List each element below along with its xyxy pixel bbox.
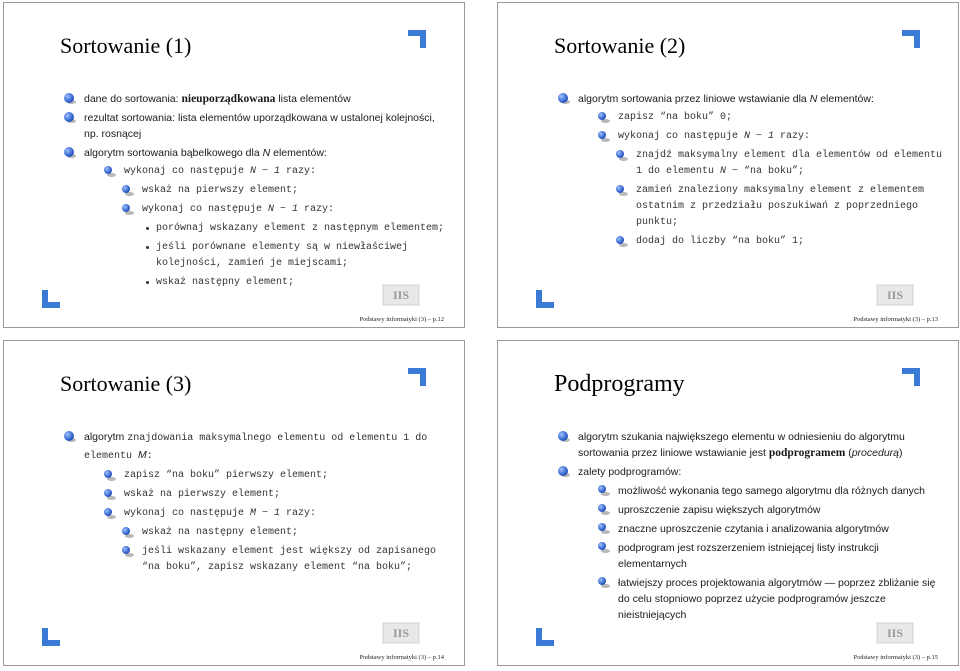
list-item <box>556 483 946 499</box>
text-run: lista elementów <box>275 93 351 105</box>
text-run: znajdowania maksymalnego elementu od elementu 1 do elementu <box>84 433 428 462</box>
list-item <box>556 502 946 518</box>
dot-bullet-icon <box>146 240 152 246</box>
list-item <box>62 544 452 576</box>
text-run: razy: <box>280 508 317 519</box>
list-item <box>556 429 946 461</box>
slide-1 <box>3 2 465 328</box>
ball-bullet-icon <box>104 470 114 480</box>
list-item <box>62 506 452 522</box>
text-run: uproszczenie zapisu większych algorytmów <box>618 504 821 516</box>
corner-bracket-icon <box>42 290 60 308</box>
list-item <box>556 129 946 145</box>
slide-2 <box>497 2 959 328</box>
ball-bullet-icon <box>558 466 568 476</box>
list-item <box>62 110 452 142</box>
text-run: N − 1 <box>744 131 775 142</box>
svg-text:IIS: IIS <box>886 626 904 640</box>
ball-bullet-icon <box>616 150 626 160</box>
text-run: znaczne uproszczenie czytania i analizowania algorytmów <box>618 523 889 535</box>
corner-bracket-icon <box>536 628 554 646</box>
list-item <box>62 240 452 272</box>
slide-3 <box>3 340 465 666</box>
slide-footer: Podstawy informatyki (3) – p.14 <box>359 654 444 661</box>
text-run: N − <box>720 166 739 177</box>
text-run: podprogram jest rozszerzeniem istniejącej listy instrukcji elementarnych <box>618 542 879 570</box>
corner-bracket-icon <box>536 290 554 308</box>
text-run: elementów: <box>270 147 327 159</box>
list-item <box>556 110 946 126</box>
ball-bullet-icon <box>64 147 74 157</box>
ball-bullet-icon <box>598 523 608 533</box>
corner-bracket-icon <box>408 30 426 48</box>
list-item <box>556 521 946 537</box>
text-run: razy: <box>280 166 317 177</box>
text-run: rezultat sortowania: lista elementów uporządkowana w ustalonej kolejności, np. rosnącej <box>84 112 435 140</box>
slide-title: Sortowanie (2) <box>554 33 686 58</box>
text-run: razy: <box>298 204 335 215</box>
text-run: wykonaj co następuje <box>142 204 269 215</box>
list-item <box>62 145 452 161</box>
text-run: elementów: <box>817 93 874 105</box>
ball-bullet-icon <box>122 546 132 556</box>
text-run: możliwość wykonania tego samego algorytmu dla różnych danych <box>618 485 925 497</box>
ball-bullet-icon <box>558 431 568 441</box>
text-run: wskaż następny element; <box>156 277 295 288</box>
slide-content <box>556 91 946 253</box>
list-item <box>62 487 452 503</box>
text-run: porównaj wskazany element z następnym elementem; <box>156 223 445 234</box>
text-run: M − 1 <box>250 508 281 519</box>
text-run: procedurą <box>851 447 899 459</box>
dot-bullet-icon <box>146 275 152 281</box>
slide-footer: Podstawy informatyki (3) – p.15 <box>853 654 938 661</box>
text-run: M <box>138 449 147 461</box>
list-item <box>62 468 452 484</box>
list-item <box>62 202 452 218</box>
text-run: N <box>809 93 818 105</box>
text-run: “na boku”; <box>738 166 805 177</box>
text-run: N − 1 <box>250 166 281 177</box>
text-run: wskaż na pierwszy element; <box>124 489 281 500</box>
text-run: wykonaj co następuje <box>618 131 745 142</box>
text-run: jeśli porównane elementy są w niewłaściwej kolejności, zamień je miejscami; <box>156 242 409 269</box>
svg-text:IIS: IIS <box>392 288 410 302</box>
institute-logo-icon <box>876 621 914 647</box>
text-run: algorytm <box>84 431 128 443</box>
institute-logo-icon <box>382 283 420 309</box>
slide-title: Sortowanie (3) <box>60 371 192 396</box>
list-item <box>62 221 452 237</box>
ball-bullet-icon <box>598 542 608 552</box>
text-run: znajdź maksymalny element dla elementów od elementu 1 do elementu <box>636 150 943 177</box>
text-run: dodaj do liczby “na boku” 1; <box>636 236 805 247</box>
slide-footer: Podstawy informatyki (3) – p.13 <box>853 316 938 323</box>
text-run: dane do sortowania: <box>84 93 182 105</box>
ball-bullet-icon <box>64 431 74 441</box>
list-item <box>556 234 946 250</box>
text-run: zapisz “na boku” pierwszy element; <box>124 470 329 481</box>
text-run: algorytm szukania największego elementu w odniesieniu do algorytmu sortowania przez liniowe wstawianie jest <box>578 431 905 459</box>
text-run: wykonaj co następuje <box>124 166 251 177</box>
text-run: N − 1 <box>268 204 299 215</box>
list-item <box>556 575 946 623</box>
slide-content <box>62 429 452 579</box>
ball-bullet-icon <box>104 489 114 499</box>
ball-bullet-icon <box>122 527 132 537</box>
list-item <box>556 540 946 572</box>
list-item <box>556 183 946 231</box>
ball-bullet-icon <box>616 185 626 195</box>
list-item <box>62 525 452 541</box>
text-run: wskaż na następny element; <box>142 527 299 538</box>
list-item <box>62 183 452 199</box>
text-run: nieuporządkowana <box>181 93 276 105</box>
slide-title: Podprogramy <box>554 371 685 397</box>
text-run: jeśli wskazany element jest większy od zapisanego “na boku”, zapisz wskazany element “na boku”; <box>142 546 437 573</box>
list-item <box>556 464 946 480</box>
ball-bullet-icon <box>598 131 608 141</box>
list-item <box>62 429 452 465</box>
svg-text:IIS: IIS <box>392 626 410 640</box>
list-item <box>556 148 946 180</box>
ball-bullet-icon <box>64 93 74 103</box>
ball-bullet-icon <box>558 93 568 103</box>
ball-bullet-icon <box>64 112 74 122</box>
text-run: algorytm sortowania przez liniowe wstawianie dla <box>578 93 810 105</box>
text-run: ) <box>899 447 903 459</box>
institute-logo-icon <box>382 621 420 647</box>
svg-text:IIS: IIS <box>886 288 904 302</box>
ball-bullet-icon <box>598 485 608 495</box>
text-run: ( <box>845 447 852 459</box>
institute-logo-icon <box>876 283 914 309</box>
ball-bullet-icon <box>122 185 132 195</box>
text-run: łatwiejszy proces projektowania algorytmów — poprzez zbliżanie się do celu stopniowo poprzez użycie podprogramów jeszcze nieistniejących <box>618 577 936 621</box>
text-run: algorytm sortowania bąbelkowego dla <box>84 147 263 159</box>
slide-footer: Podstawy informatyki (3) – p.12 <box>359 316 444 323</box>
ball-bullet-icon <box>122 204 132 214</box>
ball-bullet-icon <box>104 166 114 176</box>
text-run: podprogramem <box>768 447 846 459</box>
corner-bracket-icon <box>408 368 426 386</box>
corner-bracket-icon <box>42 628 60 646</box>
list-item <box>556 91 946 107</box>
ball-bullet-icon <box>616 236 626 246</box>
text-run: razy: <box>774 131 811 142</box>
text-run: N <box>262 147 271 159</box>
list-item <box>62 91 452 107</box>
slide-title: Sortowanie (1) <box>60 33 192 58</box>
corner-bracket-icon <box>902 368 920 386</box>
text-run: zapisz “na boku” 0; <box>618 112 733 123</box>
corner-bracket-icon <box>902 30 920 48</box>
text-run: zalety podprogramów: <box>578 466 682 478</box>
ball-bullet-icon <box>598 504 608 514</box>
ball-bullet-icon <box>598 577 608 587</box>
ball-bullet-icon <box>598 112 608 122</box>
list-item <box>62 164 452 180</box>
dot-bullet-icon <box>146 221 152 227</box>
text-run: wskaż na pierwszy element; <box>142 185 299 196</box>
ball-bullet-icon <box>104 508 114 518</box>
text-run: : <box>146 451 153 462</box>
slide-content <box>62 91 452 294</box>
slide-4 <box>497 340 959 666</box>
slide-content <box>556 429 946 626</box>
text-run: wykonaj co następuje <box>124 508 251 519</box>
text-run: zamień znaleziony maksymalny element z elementem ostatnim z przedziału poszukiwań z poprzedniego punktu; <box>636 185 925 228</box>
